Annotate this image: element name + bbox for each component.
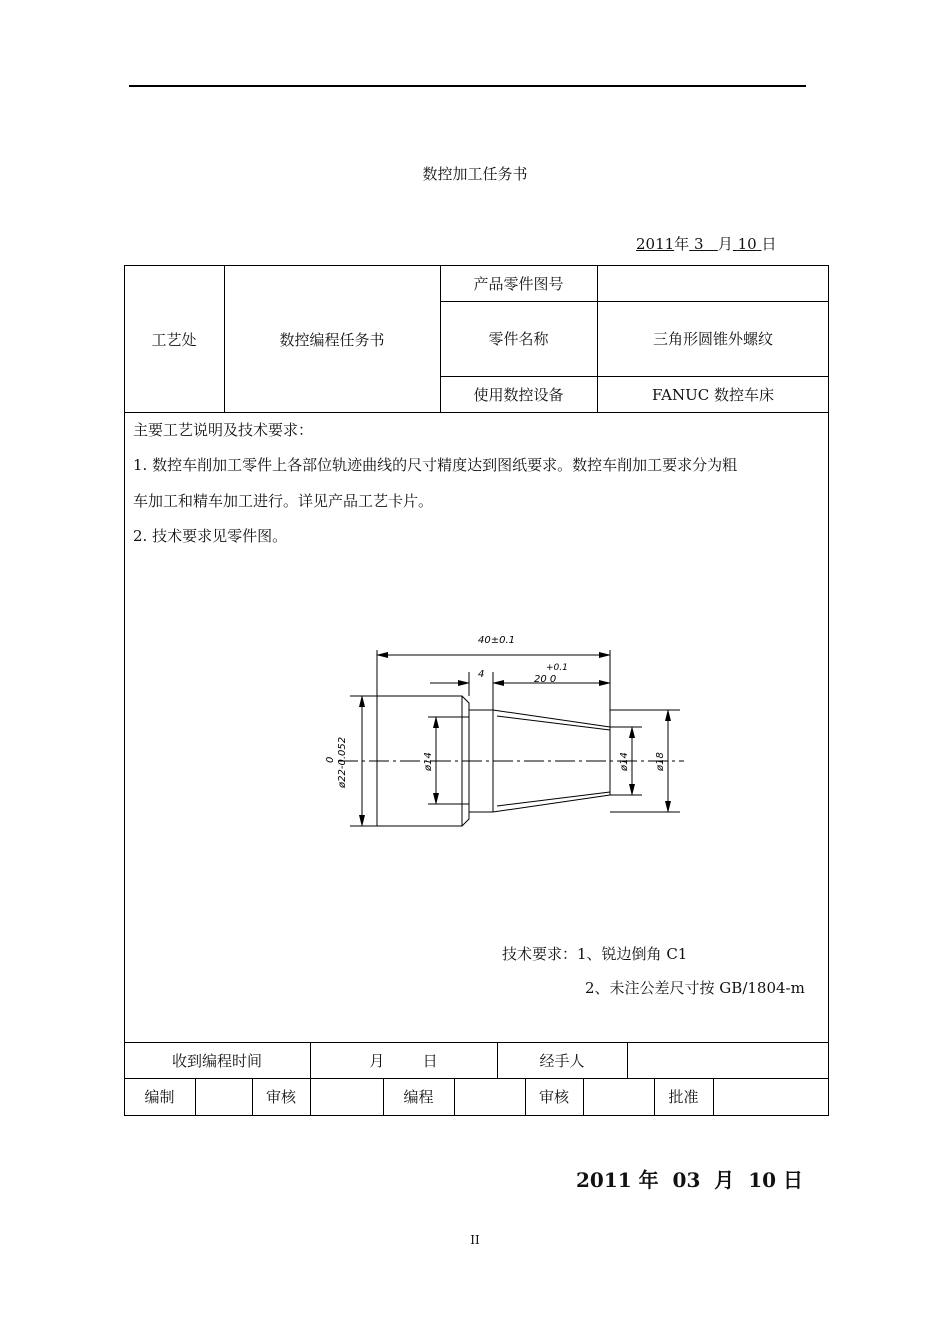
review-value [310,1078,383,1115]
tech-note-2: 2、未注公差尺寸按 GB/1804-m [585,979,805,997]
receive-month-day: 月 日 [369,1051,438,1070]
part-drawing [320,625,690,835]
date-year-unit: 年 [674,235,690,253]
dia-left-label: ø22-0.052 [337,736,348,788]
cone-top-inner [497,716,610,730]
cone-top-edge [493,710,610,727]
date-day: 10 [737,235,757,253]
date-month-unit: 月 [717,235,733,253]
top-rule [129,85,806,87]
dim-taper-tol-label: +0.1 [546,663,568,673]
dia-left-tol-label: 0 [325,756,336,763]
dia-bore-label: ø14 [423,752,434,771]
approve-value [713,1078,829,1115]
programming-label: 编程 [403,1088,434,1106]
requirement-2: 2. 技术要求见零件图。 [133,527,288,545]
date-month: 3 [693,235,704,253]
cone-bottom-edge [493,795,610,812]
review2-value [583,1078,654,1115]
approve-label: 批准 [668,1088,699,1106]
requirement-1-line1: 1. 数控车削加工零件上各部位轨迹曲线的尺寸精度达到图纸要求。数控车削加工要求分为粗 [133,456,738,474]
part-name-label: 零件名称 [488,330,549,348]
equipment-value: FANUC 数控车床 [652,385,774,404]
dia-large-label: ø18 [655,752,666,771]
dia-small-label: ø14 [619,752,630,771]
dept-cell: 工艺处 [151,330,197,349]
review2-label: 审核 [538,1088,569,1106]
part-drawing-no-label: 产品零件图号 [473,274,564,293]
page-title: 数控加工任务书 [422,165,528,183]
doc-name-cell: 数控编程任务书 [279,330,385,349]
dim-total-label: 40±0.1 [478,635,516,646]
receive-time-label: 收到编程时间 [171,1051,262,1070]
compile-value [195,1078,252,1115]
part-name-value: 三角形圆锥外螺纹 [652,330,773,348]
compile-label: 编制 [144,1088,175,1106]
date-day-unit: 日 [761,235,777,253]
cone-bottom-inner [497,792,610,806]
dim-step-label: 4 [478,669,485,680]
review-label: 审核 [265,1088,296,1106]
programming-value [454,1078,525,1115]
equipment-label: 使用数控设备 [473,385,564,404]
part-drawing-no-value [597,265,829,301]
handler-label: 经手人 [539,1051,585,1070]
tech-note-1: 技术要求：1、锐边倒角 C1 [502,945,688,963]
page-number: II [470,1233,480,1247]
dim-taper-label: 20 0 [534,674,557,685]
issue-date [636,233,777,254]
requirements-heading: 主要工艺说明及技术要求： [133,421,314,439]
date-year: 2011 [636,235,675,253]
bottom-date: 2011 年 03 月 10 日 [576,1168,804,1192]
handler-value [627,1042,829,1078]
requirement-1-line2: 车加工和精车加工进行。详见产品工艺卡片。 [133,492,434,510]
